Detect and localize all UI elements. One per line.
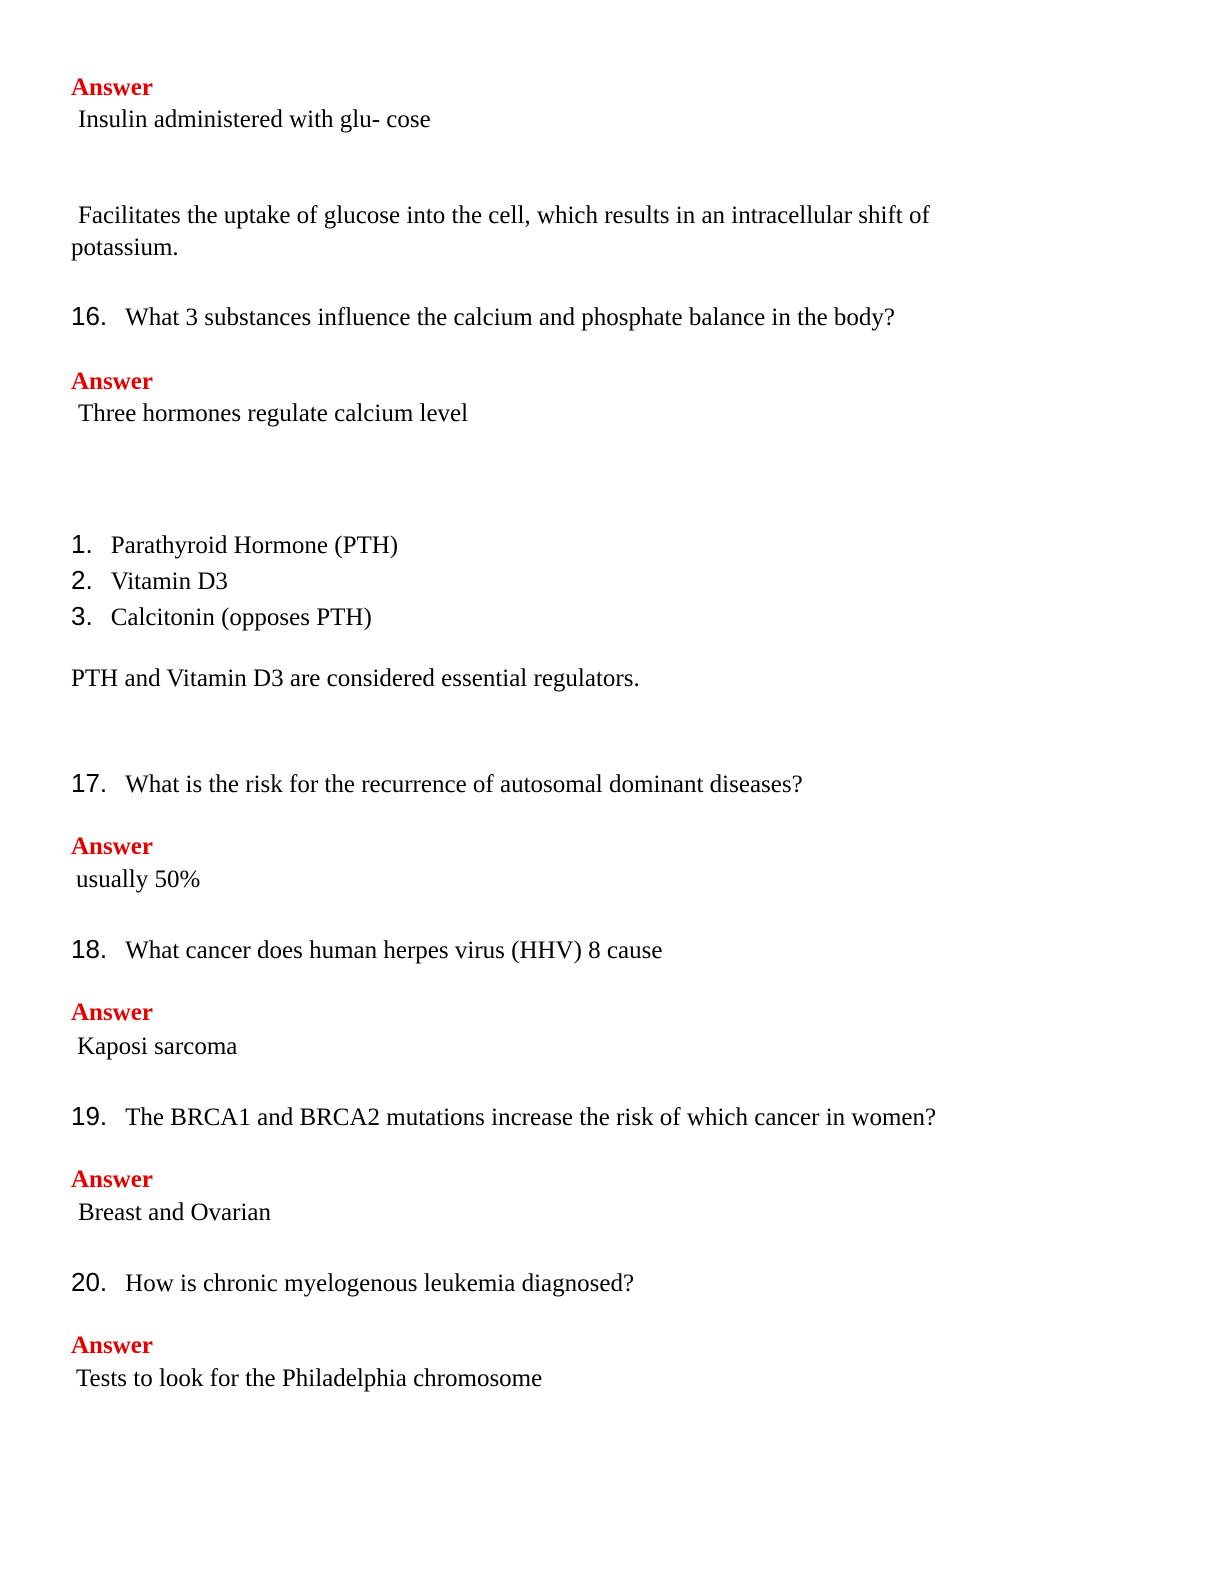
list-item-number: 2. — [71, 565, 93, 595]
question-18 — [71, 934, 662, 967]
question-text: How is chronic myelogenous leukemia diagnosed? — [125, 1270, 635, 1297]
question-number: 18. — [71, 934, 108, 964]
answer-label: Answer — [71, 999, 153, 1026]
question-number: 16. — [71, 301, 108, 331]
answer-text: Three hormones regulate calcium level — [78, 400, 469, 427]
question-text: What is the risk for the recurrence of autosomal dominant diseases? — [125, 771, 803, 798]
question-text: What cancer does human herpes virus (HHV) 8 cause — [125, 937, 663, 964]
question-17 — [71, 768, 803, 801]
list-item — [71, 601, 372, 634]
question-number: 20. — [71, 1267, 108, 1297]
answer-label: Answer — [71, 833, 153, 860]
answer-label: Answer — [71, 1332, 153, 1359]
answer-label: Answer — [71, 74, 153, 101]
question-text: The BRCA1 and BRCA2 mutations increase the risk of which cancer in women? — [125, 1104, 937, 1131]
question-number: 17. — [71, 768, 108, 798]
question-19 — [71, 1101, 936, 1134]
answer-label: Answer — [71, 1166, 153, 1193]
question-20 — [71, 1267, 634, 1300]
answer-text: Kaposi sarcoma — [77, 1033, 238, 1060]
question-text: What 3 substances influence the calcium and phosphate balance in the body? — [125, 304, 896, 331]
answer-text: Tests to look for the Philadelphia chromosome — [76, 1365, 543, 1392]
question-number: 19. — [71, 1101, 108, 1131]
answer-text: Insulin administered with glu- cose — [78, 106, 431, 133]
answer-text: Breast and Ovarian — [78, 1199, 271, 1226]
list-item-number: 1. — [71, 529, 93, 559]
list-item — [71, 565, 228, 598]
list-item-text: Calcitonin (opposes PTH) — [110, 604, 372, 631]
list-item-text: Vitamin D3 — [110, 568, 228, 595]
answer-explanation: Facilitates the uptake of glucose into the cell, which results in an intracellular shift of potassium. — [71, 202, 930, 261]
answer-text: usually 50% — [76, 866, 201, 893]
question-16 — [71, 301, 895, 334]
list-item-text: Parathyroid Hormone (PTH) — [110, 532, 399, 559]
list-item — [71, 529, 398, 562]
list-item-number: 3. — [71, 601, 93, 631]
answer-label: Answer — [71, 368, 153, 395]
answer-note: PTH and Vitamin D3 are considered essential regulators. — [71, 665, 640, 692]
